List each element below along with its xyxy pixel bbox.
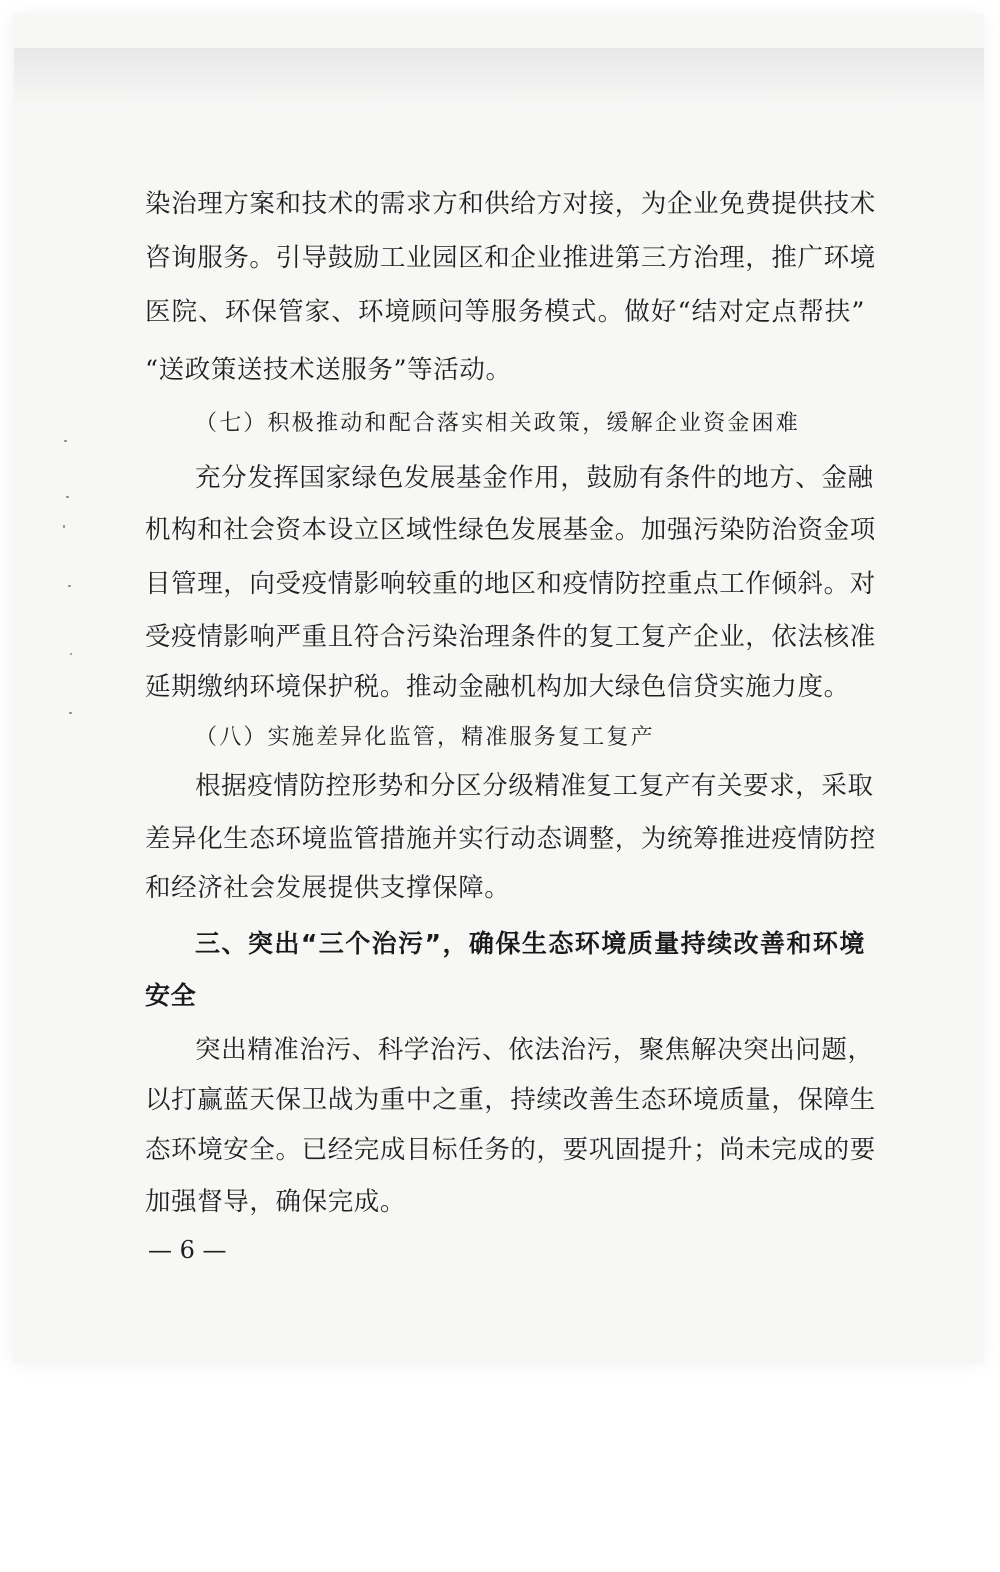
body-text-line: 目管理，向受疫情影响较重的地区和疫情防控重点工作倾斜。对 (145, 569, 876, 599)
scan-speck (69, 712, 72, 714)
section-8-heading: （八）实施差异化监管，精准服务复工复产 (195, 725, 655, 750)
body-text-line: 受疫情影响严重且符合污染治理条件的复工复产企业，依法核准 (145, 622, 876, 652)
page-number: — 6 — (148, 1236, 227, 1264)
body-text-line: 延期缴纳环境保护税。推动金融机构加大绿色信贷实施力度。 (145, 672, 850, 702)
body-text-line: “送政策送技术送服务”等活动。 (145, 355, 512, 385)
body-text-line: 态环境安全。已经完成目标任务的，要巩固提升；尚未完成的要 (145, 1135, 876, 1165)
body-text-line: 和经济社会发展提供支撑保障。 (145, 873, 511, 903)
body-text-line: 医院、环保管家、环境顾问等服务模式。做好“结对定点帮扶” (145, 297, 865, 327)
scan-speck (66, 496, 69, 498)
body-text-line: 加强督导，确保完成。 (145, 1187, 407, 1217)
body-text-line: 根据疫情防控形势和分区分级精准复工复产有关要求，采取 (195, 771, 874, 801)
body-text-line: 突出精准治污、科学治污、依法治污，聚焦解决突出问题， (195, 1035, 874, 1065)
section-3-heading-continuation: 安全 (145, 981, 197, 1010)
body-text-line: 染治理方案和技术的需求方和供给方对接，为企业免费提供技术 (145, 189, 876, 219)
scan-speck (68, 585, 71, 587)
body-text-line: 机构和社会资本设立区域性绿色发展基金。加强污染防治资金项 (145, 515, 876, 545)
body-text-line: 以打赢蓝天保卫战为重中之重，持续改善生态环境质量，保障生 (145, 1085, 876, 1115)
body-text-line: 充分发挥国家绿色发展基金作用，鼓励有条件的地方、金融 (195, 463, 874, 493)
scan-speck (63, 525, 65, 528)
body-text-line: 咨询服务。引导鼓励工业园区和企业推进第三方治理，推广环境 (145, 243, 876, 273)
scan-speck (70, 653, 72, 655)
scan-top-shadow (14, 48, 984, 108)
body-text-line: 差异化生态环境监管措施并实行动态调整，为统筹推进疫情防控 (145, 824, 876, 854)
section-7-heading: （七）积极推动和配合落实相关政策，缓解企业资金困难 (195, 411, 801, 436)
scan-speck (64, 440, 67, 442)
section-3-heading: 三、突出“三个治污”，确保生态环境质量持续改善和环境 (195, 929, 865, 958)
